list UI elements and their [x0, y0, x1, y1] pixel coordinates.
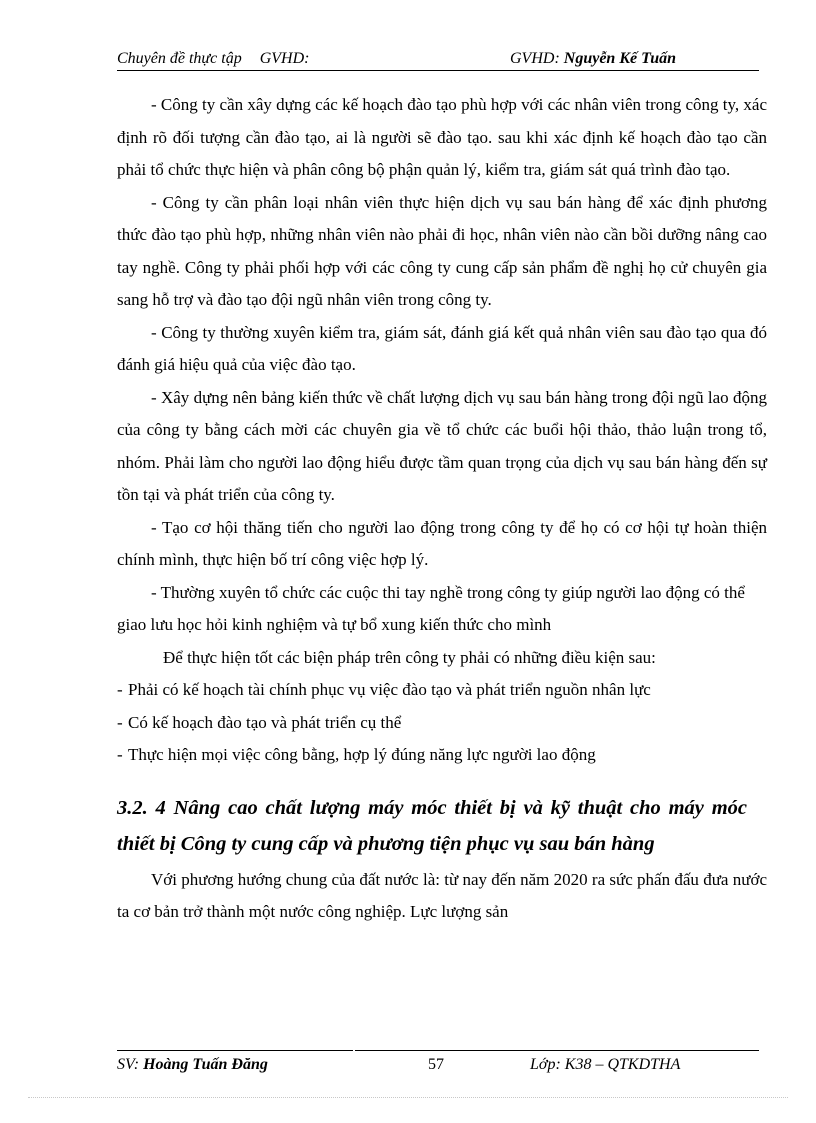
section-heading: 3.2. 4 Nâng cao chất lượng máy móc thiết bị và kỹ thuật cho máy móc thiết bị Công ty cung cấp và phương tiện phục vụ sau bán hàng — [117, 796, 747, 855]
list-item-text: Thực hiện mọi việc công bằng, hợp lý đúng năng lực người lao động — [128, 745, 596, 764]
list-item-text: Có kế hoạch đào tạo và phát triển cụ thể — [128, 712, 402, 732]
footer-class: Lớp: K38 – QTKDTHA — [530, 1056, 681, 1073]
footer-rule — [117, 1050, 759, 1051]
footer-rule-left — [117, 1050, 353, 1051]
paragraph-1: - Công ty cần xây dựng các kế hoạch đào tạo phù hợp với các nhân viên trong công ty, xác định rõ đối tượng cần đào tạo, ai là người sẽ đào tạo. sau khi xác định kế hoạch đào tạo cần phải tổ chức thực hiện và phân công bộ phận quản lý, kiểm tra, giám sát quá trình đào tạo. — [117, 95, 767, 179]
paragraph-6: - Thường xuyên tổ chức các cuộc thi tay nghề trong công ty giúp người lao động có thể giao lưu học hỏi kinh nghiệm và tự bổ xung kiến thức cho mình — [117, 582, 745, 634]
paragraph-7: Để thực hiện tốt các biện pháp trên công ty phải có những điều kiện sau: — [163, 647, 656, 667]
page-header — [117, 48, 759, 71]
header-right — [510, 48, 676, 70]
paragraph-3: - Công ty thường xuyên kiểm tra, giám sát, đánh giá kết quả nhân viên sau đào tạo qua đó đánh giá hiệu quả của việc đào tạo. — [117, 322, 767, 374]
page-body — [117, 89, 767, 929]
paragraph-4: - Xây dựng nên bảng kiến thức về chất lượng dịch vụ sau bán hàng trong đội ngũ lao động của công ty bằng cách mời các chuyên gia về tổ chức các buổi hội thảo, thảo luận trong tổ, nhóm. Phải làm cho người lao động hiểu được tầm quan trọng của dịch vụ sau bán hàng đến sự tồn tại và phát triển của công ty. — [117, 387, 767, 504]
list-item-1 — [117, 674, 767, 707]
page-bottom-dotted-line — [28, 1097, 788, 1098]
page-number: 57 — [428, 1056, 444, 1073]
header-gvhd-label-1: GVHD: — [259, 50, 310, 67]
page-footer — [117, 1053, 759, 1077]
header-gvhd-label-2: GVHD: — [510, 50, 560, 67]
footer-student-name: Hoàng Tuấn Đăng — [143, 1056, 268, 1073]
footer-rule-right — [355, 1050, 759, 1051]
list-item-3 — [117, 739, 767, 772]
header-left — [117, 48, 309, 70]
header-supervisor-name: Nguyễn Kế Tuấn — [563, 50, 677, 67]
dash-mark: - — [117, 745, 123, 764]
dash-mark: - — [117, 712, 123, 732]
paragraph-2: - Công ty cần phân loại nhân viên thực hiện dịch vụ sau bán hàng để xác định phương thức đào tạo phù hợp, những nhân viên nào phải đi học, nhân viên nào cần bồi dưỡng nâng cao tay nghề. Công ty phải phối hợp với các công ty cung cấp sản phẩm đề nghị họ cử chuyên gia sang hỗ trợ và đào tạo đội ngũ nhân viên trong công ty. — [117, 192, 767, 309]
header-doc-type: Chuyên đề thực tập — [117, 50, 242, 67]
list-item-2 — [117, 707, 767, 740]
footer-student — [117, 1053, 268, 1077]
dash-mark: - — [117, 680, 123, 699]
paragraph-8: Với phương hướng chung của đất nước là: từ nay đến năm 2020 ra sức phấn đấu đưa nước ta cơ bản trở thành một nước công nghiệp. Lực lượng sản — [117, 869, 767, 921]
paragraph-5: - Tạo cơ hội thăng tiến cho người lao động trong công ty để họ có cơ hội tự hoàn thiện chính mình, thực hiện bố trí công việc hợp lý. — [117, 517, 767, 569]
footer-student-label: SV: — [117, 1056, 140, 1073]
list-item-text: Phải có kế hoạch tài chính phục vụ việc đào tạo và phát triển nguồn nhân lực — [128, 680, 651, 699]
